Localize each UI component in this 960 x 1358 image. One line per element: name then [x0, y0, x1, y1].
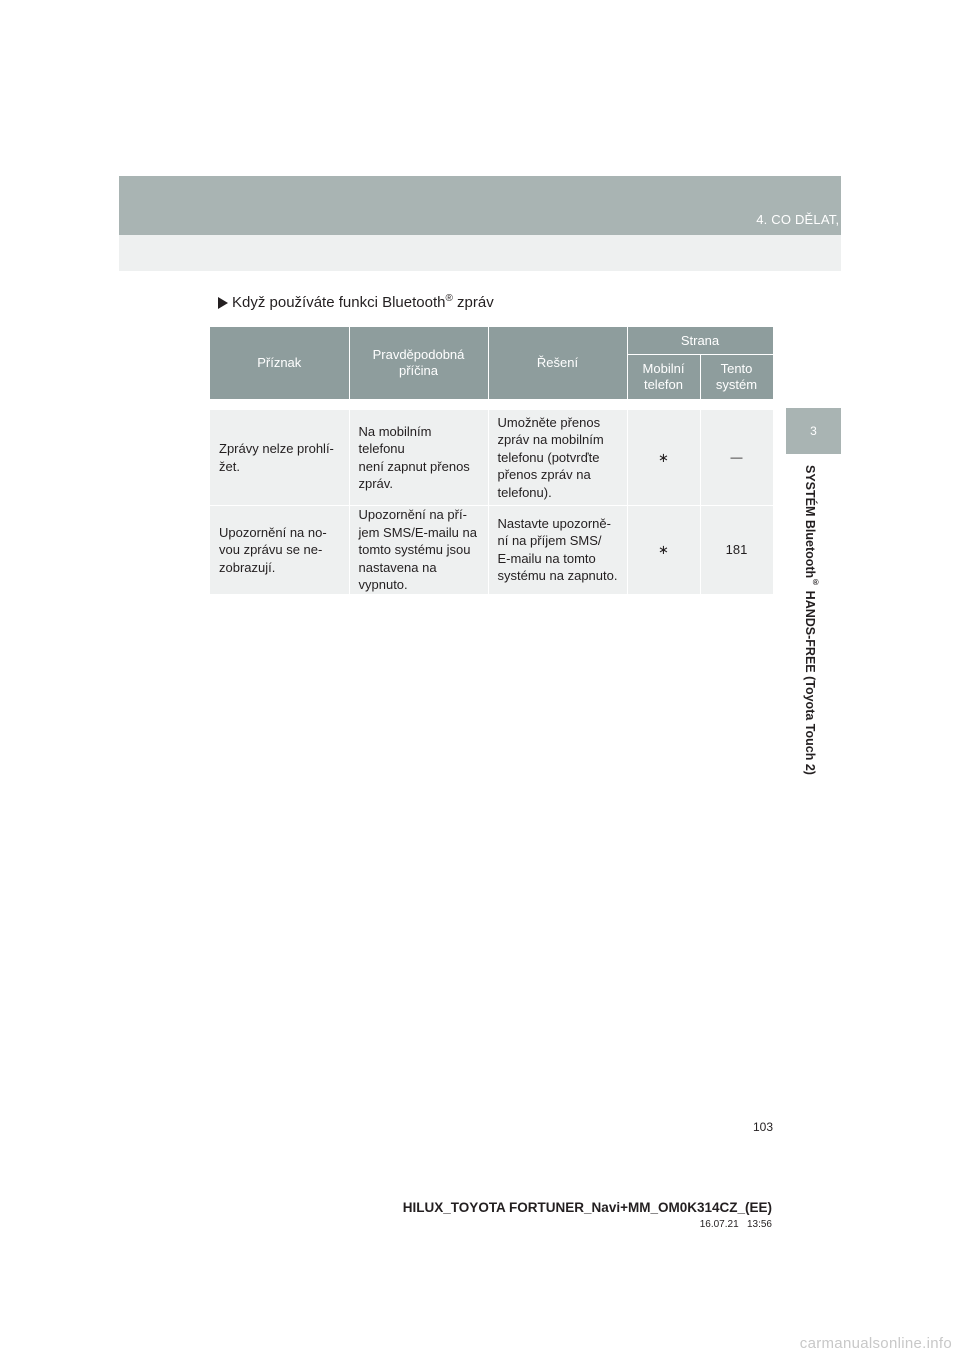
cell-cause: Upozornění na pří- jem SMS/E-mailu na tomto systému jsou nastavena na vypnuto.	[349, 506, 488, 595]
heading-prefix: Když používáte funkci Bluetooth	[232, 294, 446, 311]
heading-suffix: zpráv	[452, 294, 494, 311]
cell-symptom: Zprávy nelze prohlí- žet.	[210, 410, 349, 506]
chapter-header-band	[119, 176, 841, 235]
table-row	[210, 506, 773, 595]
section-side-title	[803, 465, 820, 775]
print-timestamp: 16.07.21 13:56	[699, 1219, 772, 1230]
section-heading	[232, 293, 494, 311]
cell-system-page: 181	[700, 506, 773, 595]
cell-system-page: —	[700, 410, 773, 506]
cell-mobile-page: ∗	[627, 410, 700, 506]
triangle-bullet-icon	[218, 297, 228, 309]
manual-code: HILUX_TOYOTA FORTUNER_Navi+MM_OM0K314CZ_(EE)	[402, 1200, 772, 1215]
cell-mobile-page: ∗	[627, 506, 700, 595]
cell-cause: Na mobilním telefonu není zapnut přenos zpráv.	[349, 410, 488, 506]
header-mobile-phone: Mobilní telefon	[627, 355, 700, 400]
watermark[interactable]: carmanualsonline.info	[799, 1335, 952, 1352]
chapter-header-subband	[119, 235, 841, 271]
table-spacer	[210, 400, 773, 411]
cell-symptom: Upozornění na no- vou zprávu se ne- zobrazují.	[210, 506, 349, 595]
heading-reg: ®	[445, 293, 453, 304]
chapter-title: 4. CO DĚLAT, KDYŽ...	[756, 212, 890, 227]
header-solution: Řešení	[488, 327, 627, 400]
header-this-system: Tento systém	[700, 355, 773, 400]
table-row	[210, 410, 773, 506]
header-page: Strana	[627, 327, 773, 355]
header-cause: Pravděpodobná příčina	[349, 327, 488, 400]
side-title-prefix: SYSTÉM Bluetooth	[803, 465, 817, 579]
page-number: 103	[753, 1120, 774, 1134]
side-title-suffix: HANDS-FREE (Toyota Touch 2)	[803, 587, 817, 775]
side-title-reg: ®	[811, 578, 821, 588]
header-symptom: Příznak	[210, 327, 349, 400]
cell-solution: Nastavte upozorně- ní na příjem SMS/ E-mailu na tomto systému na zapnuto.	[488, 506, 627, 595]
cell-solution: Umožněte přenos zpráv na mobilním telefonu (potvrďte přenos zpráv na telefonu).	[488, 410, 627, 506]
troubleshooting-table	[210, 327, 774, 595]
section-tab	[786, 408, 841, 454]
section-tab-number: 3	[810, 424, 817, 438]
